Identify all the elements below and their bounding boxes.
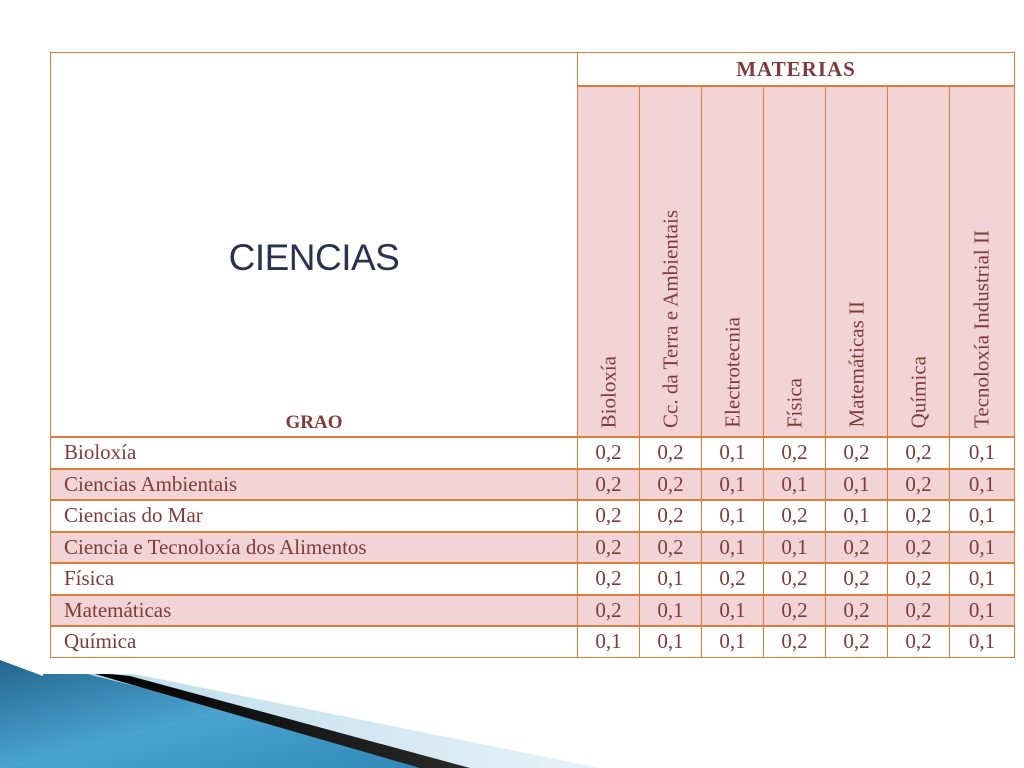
score-cell: 0,2: [640, 532, 702, 564]
score-cell: 0,2: [578, 437, 640, 469]
score-cell: 0,2: [826, 595, 888, 627]
score-cell: 0,1: [702, 626, 764, 657]
subject-label: Bioloxía: [596, 355, 620, 428]
score-cell: 0,1: [702, 532, 764, 564]
table-row: [51, 563, 1015, 595]
subject-weight-table: [50, 52, 1015, 658]
subject-header: [702, 86, 764, 437]
subject-header: [826, 86, 888, 437]
score-cell: 0,1: [826, 469, 888, 501]
subject-label: Electrotecnia: [720, 317, 744, 428]
score-cell: 0,1: [702, 595, 764, 627]
score-cell: 0,2: [888, 626, 950, 657]
score-cell: 0,2: [826, 563, 888, 595]
grao-row-header: GRAO: [285, 412, 343, 433]
subject-header: [888, 86, 950, 437]
subject-header: [578, 86, 640, 437]
score-cell: 0,2: [640, 469, 702, 501]
score-cell: 0,2: [578, 595, 640, 627]
score-cell: 0,2: [888, 469, 950, 501]
score-cell: 0,2: [826, 532, 888, 564]
table-corner-cell: [51, 53, 578, 438]
subject-label: Química: [906, 355, 930, 428]
table-row: [51, 532, 1015, 564]
subject-label: Física: [782, 377, 806, 428]
score-cell: 0,1: [826, 500, 888, 532]
score-cell: 0,2: [578, 532, 640, 564]
grade-name: Ciencias do Mar: [51, 500, 578, 532]
subject-header: [764, 86, 826, 437]
score-cell: 0,2: [888, 595, 950, 627]
score-cell: 0,1: [578, 626, 640, 657]
score-cell: 0,2: [888, 437, 950, 469]
score-cell: 0,2: [764, 595, 826, 627]
score-cell: 0,1: [950, 532, 1015, 564]
score-cell: 0,1: [950, 469, 1015, 501]
score-cell: 0,1: [640, 595, 702, 627]
header-row-top: [51, 53, 1015, 87]
score-cell: 0,1: [950, 563, 1015, 595]
table-row: [51, 626, 1015, 657]
subject-header: [950, 86, 1015, 437]
table-row: [51, 500, 1015, 532]
subject-header: [640, 86, 702, 437]
table-row: [51, 595, 1015, 627]
grade-name: Química: [51, 626, 578, 657]
score-cell: 0,1: [764, 532, 826, 564]
score-cell: 0,1: [702, 500, 764, 532]
score-cell: 0,2: [640, 437, 702, 469]
grade-name: Matemáticas: [51, 595, 578, 627]
subject-label: Cc. da Terra e Ambientais: [658, 210, 682, 428]
score-cell: 0,2: [764, 563, 826, 595]
grade-name: Bioloxía: [51, 437, 578, 469]
score-cell: 0,1: [950, 437, 1015, 469]
score-cell: 0,2: [764, 437, 826, 469]
subject-label: Matemáticas II: [844, 301, 868, 428]
score-cell: 0,2: [702, 563, 764, 595]
score-cell: 0,1: [950, 595, 1015, 627]
grade-name: Ciencias Ambientais: [51, 469, 578, 501]
score-cell: 0,1: [702, 469, 764, 501]
grade-name: Ciencia e Tecnoloxía dos Alimentos: [51, 532, 578, 564]
score-cell: 0,1: [640, 563, 702, 595]
score-cell: 0,1: [702, 437, 764, 469]
score-cell: 0,2: [578, 469, 640, 501]
score-cell: 0,2: [764, 500, 826, 532]
score-cell: 0,2: [578, 500, 640, 532]
subject-label: Tecnoloxía Industrial II: [969, 230, 994, 428]
score-cell: 0,2: [826, 437, 888, 469]
score-cell: 0,2: [826, 626, 888, 657]
table-row: [51, 437, 1015, 469]
materias-header: MATERIAS: [578, 53, 1015, 87]
score-cell: 0,1: [950, 626, 1015, 657]
score-cell: 0,2: [640, 500, 702, 532]
grade-name: Física: [51, 563, 578, 595]
score-cell: 0,2: [888, 563, 950, 595]
score-cell: 0,1: [950, 500, 1015, 532]
score-cell: 0,2: [888, 532, 950, 564]
table-row: [51, 469, 1015, 501]
score-cell: 0,2: [764, 626, 826, 657]
score-cell: 0,2: [888, 500, 950, 532]
page-title: CIENCIAS: [228, 237, 400, 278]
score-cell: 0,2: [578, 563, 640, 595]
score-cell: 0,1: [640, 626, 702, 657]
score-cell: 0,1: [764, 469, 826, 501]
